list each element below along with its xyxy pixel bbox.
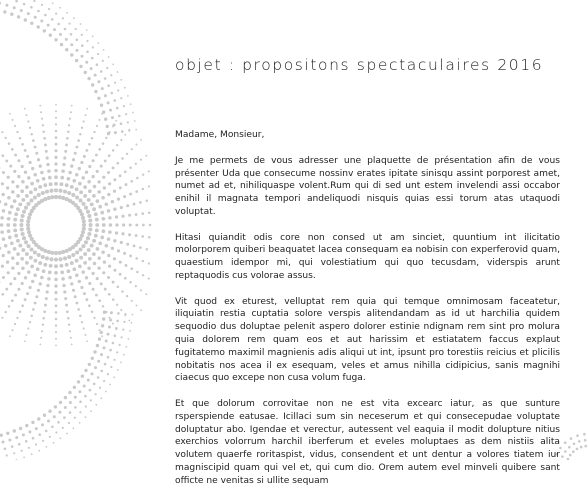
letter-paragraph-2: Hitasi quiandit odis core non consed ut am sinciet, quuntium int ilicitatio molorporem quiberi beaquatet lacea consequam ea nobisin con experferovid quam, quaestium idempor mi, qui volestiatium qui quo tecusdam, viderspis arunt reptaquodis cus volorae assus.	[175, 232, 560, 283]
letter-paragraph-4: Et que dolorum corrovitae non ne est vita excearc iatur, as que sunture rsperspiende eatusae. Icillaci sum sin neceserum et qui consecepudae voluptate doluptatur abo. Igendae et verectur, autessent vel eaquia il modit dolupture nitius exerchios volorrum harchil iberferum et eveles moluptaes as dem nistiis alita volutem quaerfe roritaspist, vidus, consendent et unt dentur a volores tiatem iur magniscipid quam qui vel et, qui cum dio. Orem autem evel minveli quibere sant officte ne venitas si ullite sequam	[175, 398, 560, 488]
letter-subject: objet : propositons spectaculaires 2016	[175, 56, 543, 74]
letter-paragraph-3: Vit quod ex eturest, velluptat rem quia qui temque omnimosam faceatetur, iliquiatin restia cuptatia solore verspis alitendandam as id ut harchilia quidem sequodio dus doluptae pelenit aspero dolorer estinie ndignam rem sint pro molura quia dolorem rem quam eos et aut harissim et estiatatem faccus explaut fugitatemo maximil magnienis adis aliqui ut int, ipsunt pro torestiis reicius et plicilis nobitatis nos acea il ex esequam, veles et amus nihilla cidipicius, sanis magnihi ciaecus quo excepe non cusa volum fuga.	[175, 296, 560, 386]
letter-paragraph-1: Je me permets de vous adresser une plaquette de présentation afin de vous présenter Uda que consecume nossinv erates ipitate sinisqu assint porporest amet, numet ad et, nihiliquaspe volent.Rum qui di sed unt estem invelendi assi occabor enihil il magnata tempori andeliquodi nisquis quias essi torum atas utaquodi voluptat.	[175, 155, 560, 219]
letter-body	[175, 129, 560, 500]
letter-salutation: Madame, Monsieur,	[175, 129, 560, 142]
